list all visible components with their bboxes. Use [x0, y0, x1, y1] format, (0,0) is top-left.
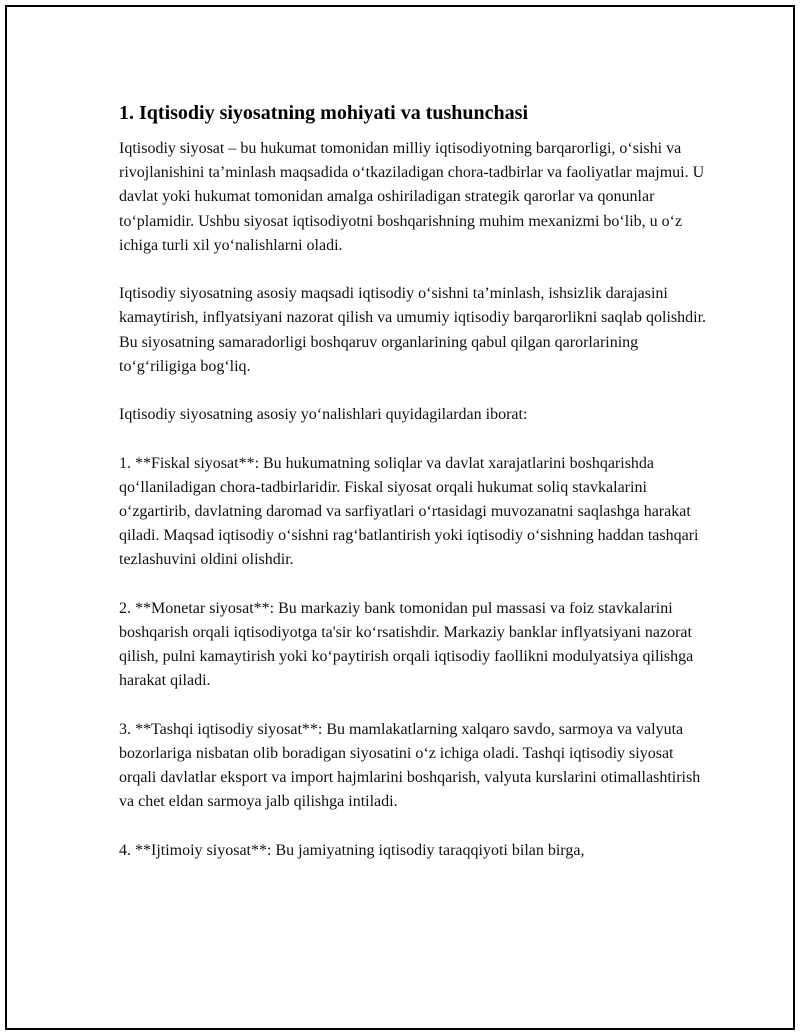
paragraph-definition: Iqtisodiy siyosat – bu hukumat tomonidan milliy iqtisodiyotning barqarorligi, o‘sishi va rivojlanishini ta’minlash maqsadida o‘tkaziladigan chora-tadbirlar va faoliyatlar majmui. U davlat yoki hukumat tomonidan amalga oshiriladigan strategik qarorlar va qonunlar to‘plamidir. Ushbu siyosat iqtisodiyotni boshqarishning muhim mexanizmi bo‘lib, u o‘z ichiga turli xil yo‘nalishlarni oladi.: [119, 140, 705, 254]
paragraph-fiscal-policy: 1. **Fiskal siyosat**: Bu hukumatning soliqlar va davlat xarajatlarini boshqarishda qo‘llaniladigan chora-tadbirlaridir. Fiskal siyosat orqali hukumat soliq stavkalarini o‘zgartirib, davlatning daromad va sarfiyatlari o‘rtasidagi muvozanatni saqlashga harakat qiladi. Maqsad iqtisodiy o‘sishni rag‘batlantirish yoki iqtisodiy o‘sishning haddan tashqari tezlashuvini oldini olishdir.: [119, 454, 699, 569]
paragraph-foreign-economic-policy: 3. **Tashqi iqtisodiy siyosat**: Bu mamlakatlarning xalqaro savdo, sarmoya va valyuta bozorlariga nisbatan olib boradigan siyosatini o‘z ichiga oladi. Tashqi iqtisodiy siyosat orqali davlatlar eksport va import hajmlarini boshqarish, valyuta kurslarini otimallashtirish va chet eldan sarmoya jalb qilishga intiladi.: [119, 720, 701, 811]
paragraph-social-policy: 4. **Ijtimoiy siyosat**: Bu jamiyatning iqtisodiy taraqqiyoti bilan birga,: [119, 841, 585, 859]
section-heading: 1. Iqtisodiy siyosatning mohiyati va tushunchasi: [119, 102, 529, 124]
document-content: [119, 99, 709, 887]
paragraph-monetary-policy: 2. **Monetar siyosat**: Bu markaziy bank tomonidan pul massasi va foiz stavkalarini boshqarish orqali iqtisodiyotga ta'sir ko‘rsatishdir. Markaziy banklar inflyatsiyani nazorat qilish, pulni kamaytirish yoki ko‘paytirish orqali iqtisodiy faollikni modulyatsiya qilishga harakat qiladi.: [119, 599, 694, 690]
document-page: [5, 5, 795, 1030]
paragraph-main-goal: Iqtisodiy siyosatning asosiy maqsadi iqtisodiy o‘sishni ta’minlash, ishsizlik darajasini kamaytirish, inflyatsiyani nazorat qilish va umumiy iqtisodiy barqarorlikni saqlab qolishdir. Bu siyosatning samaradorligi boshqaruv organlarining qabul qilgan qarorlarining to‘g‘riligiga bog‘liq.: [119, 285, 707, 375]
paragraph-directions-intro: Iqtisodiy siyosatning asosiy yo‘nalishlari quyidagilardan iborat:: [119, 406, 528, 424]
